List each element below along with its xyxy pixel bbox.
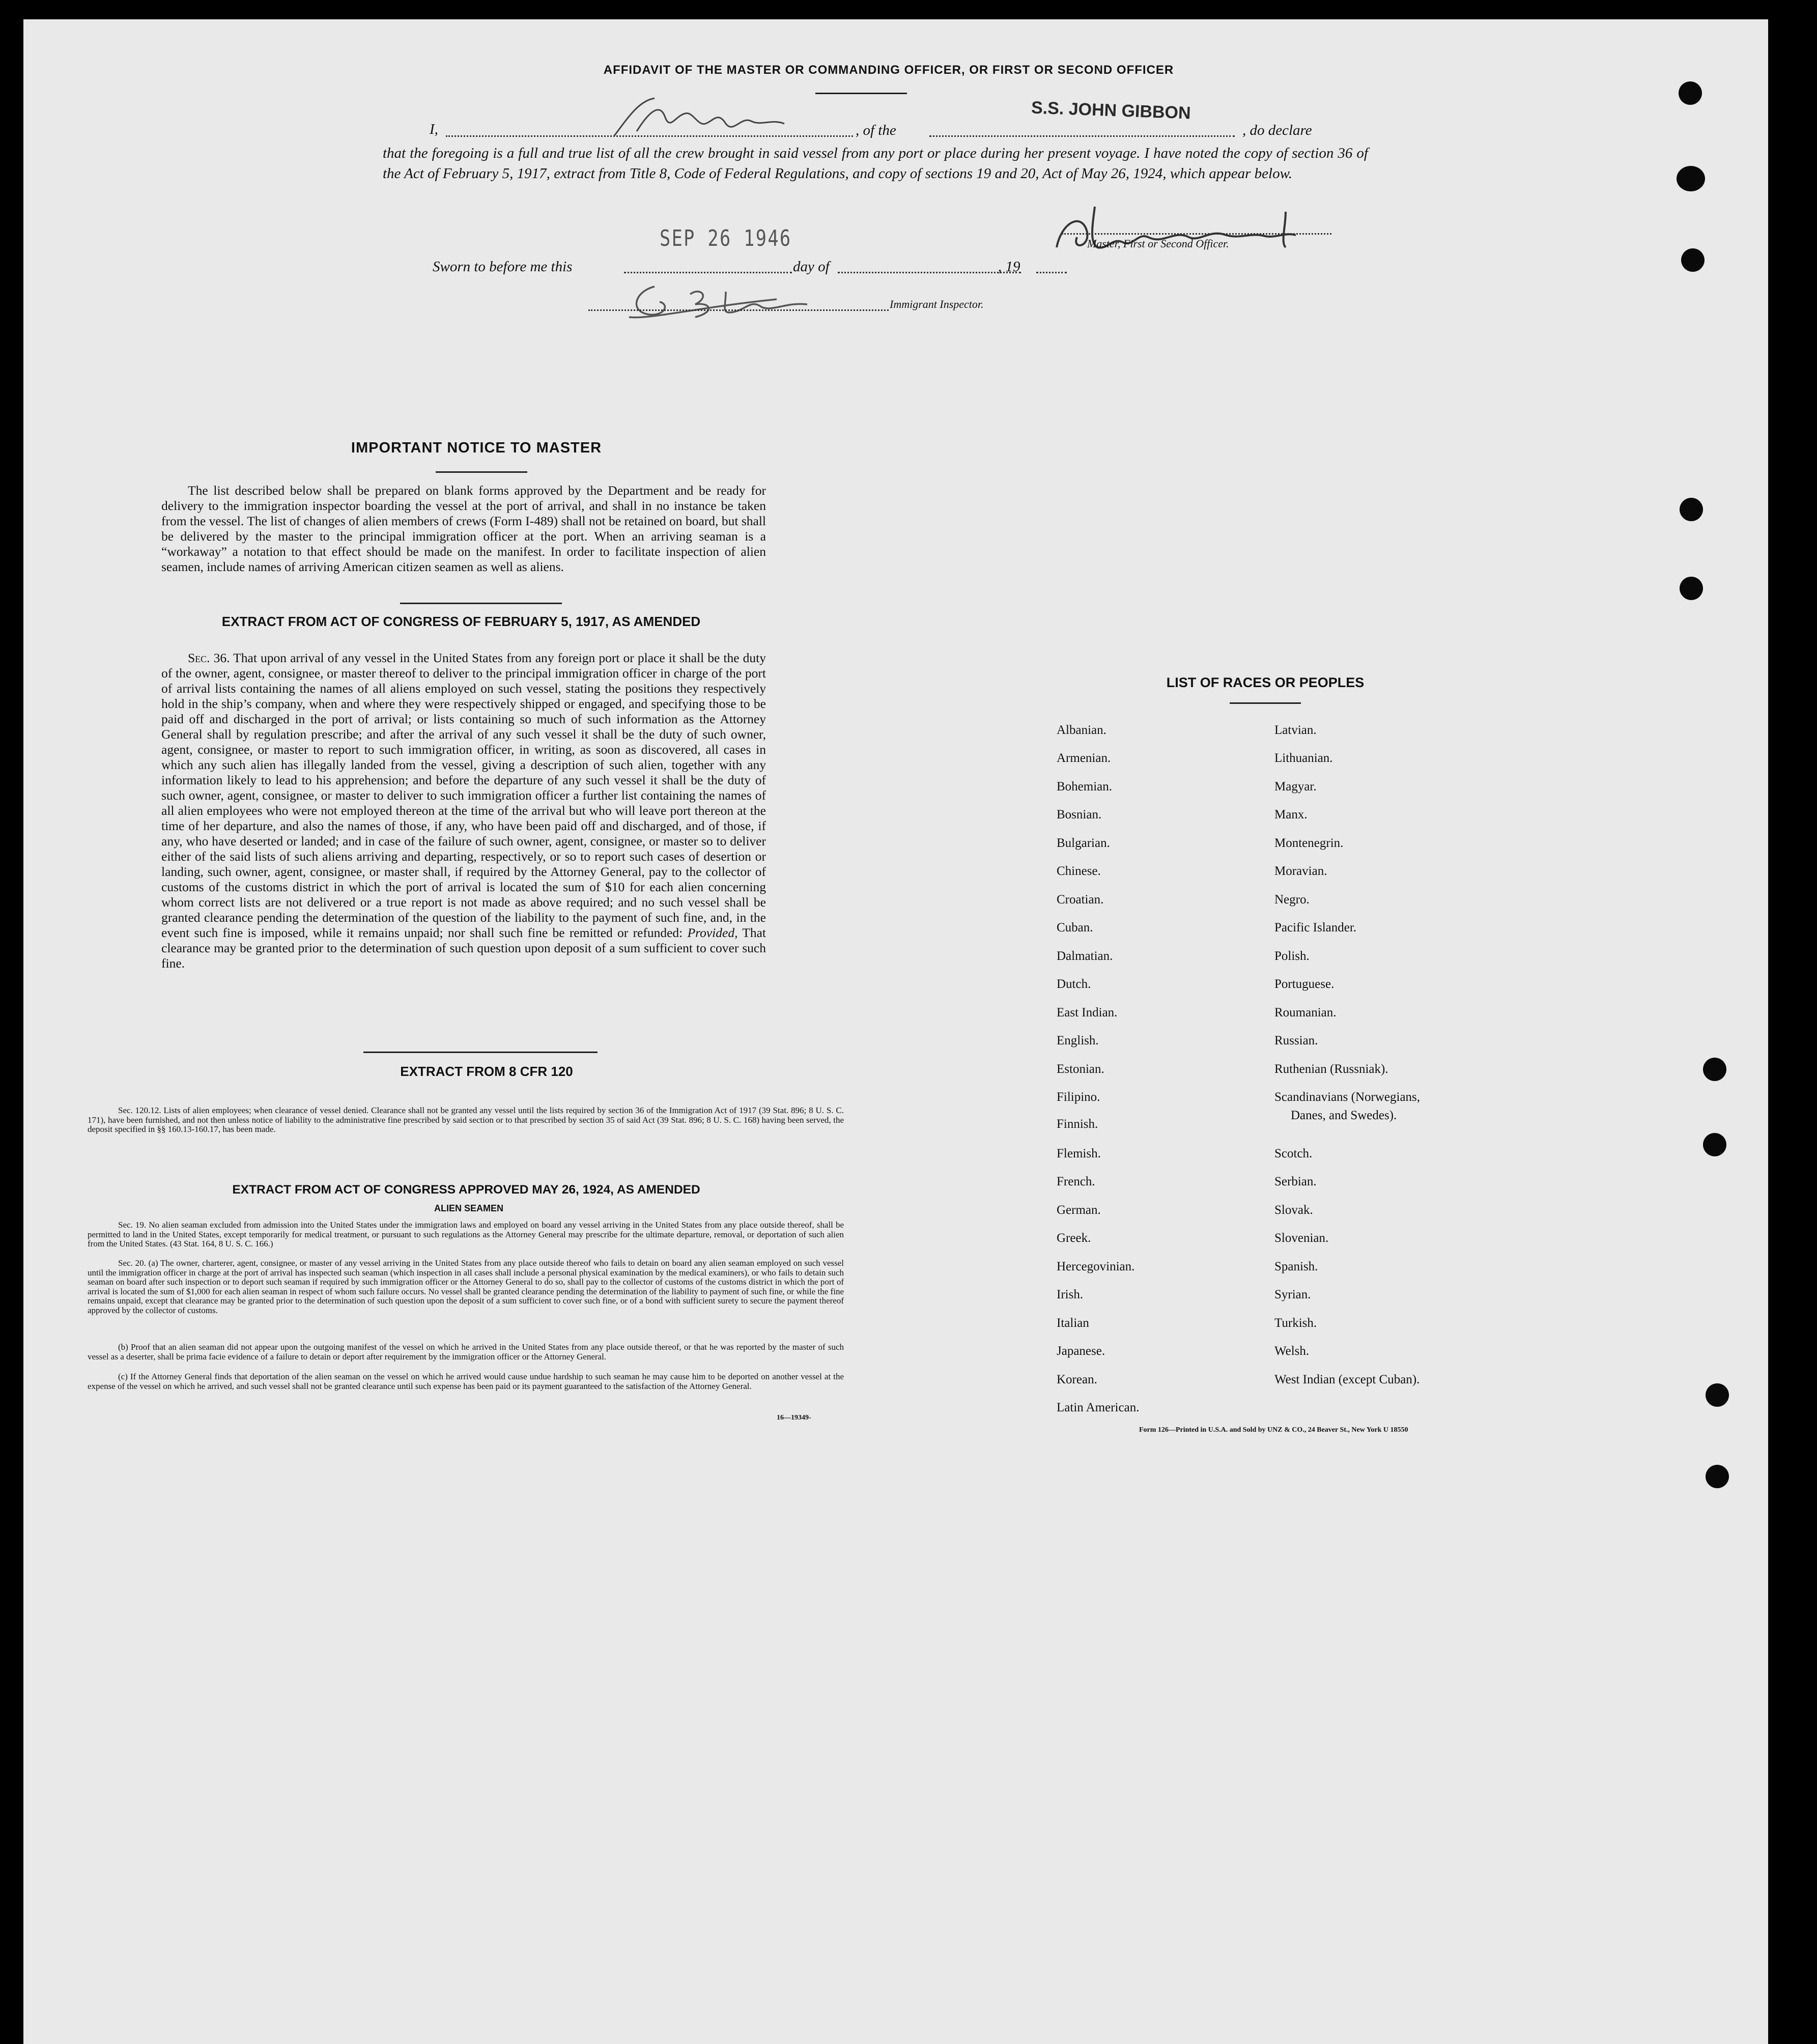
race-item: Moravian. — [1274, 864, 1327, 878]
sworn-day-line — [624, 272, 792, 273]
race-item: Scandinavians (Norwegians, — [1274, 1090, 1421, 1104]
race-item: Armenian. — [1057, 751, 1111, 765]
race-item: Welsh. — [1274, 1344, 1310, 1358]
section-20c-text: (c) If the Attorney General finds that deportation of the alien seaman on the vessel on which he arrived would cause undue hardship to such seaman he may cause him to be deported on another vessel at the expense of the vessel on which he arrived, and such vessel shall not be granted clearance until such expense has been paid or its payment guaranteed to the satisfaction of the Attorney General. — [88, 1372, 844, 1391]
vessel-line — [929, 135, 1235, 137]
punch-hole — [1680, 498, 1703, 521]
race-item: Ruthenian (Russniak). — [1274, 1062, 1388, 1076]
race-item: Magyar. — [1274, 780, 1317, 793]
do-declare-label: , do declare — [1242, 122, 1312, 138]
document-sheet — [23, 19, 1768, 2044]
year-label: , 19 — [998, 259, 1020, 275]
race-item: Syrian. — [1274, 1288, 1311, 1301]
race-item: Irish. — [1057, 1288, 1084, 1301]
race-item: Korean. — [1057, 1373, 1097, 1386]
race-item: Bulgarian. — [1057, 836, 1110, 850]
divider — [436, 471, 527, 473]
race-item: Slovenian. — [1274, 1231, 1329, 1245]
race-item: Filipino. — [1057, 1090, 1100, 1104]
affidavit-i-label: I, — [430, 121, 438, 137]
affidavit-heading: AFFIDAVIT OF THE MASTER OR COMMANDING OFFICER, OR FIRST OR SECOND OFFICER — [603, 63, 1174, 77]
cfr-text: Sec. 120.12. Lists of alien employees; when clearance of vessel denied. Clearance shall not be granted any vessel until the lists required by section 36 of the Immigration Act of 1917 (39 Stat. 896; 8 U. S. C. 171), have been furnished, and not then unless notice of liability to the administrative fine prescribed by said section or to that prescribed by section 35 of said Act (39 Stat. 896; 8 U. S. C. 168) having been served, the deposit specified in §§ 160.13-160.17, has been made. — [88, 1105, 844, 1134]
race-item: Manx. — [1274, 808, 1308, 821]
race-item: Dalmatian. — [1057, 949, 1113, 963]
vessel-name: S.S. JOHN GIBBON — [1031, 98, 1191, 123]
race-item: Latin American. — [1057, 1401, 1140, 1414]
race-item: East Indian. — [1057, 1006, 1118, 1019]
section-36-body: That upon arrival of any vessel in the United States from any foreign port or place it shall be the duty of the owner, agent, consignee, or master thereof to deliver to the principal immigration officer in charge of the port of arrival lists containing the names of all aliens employed on such vessel, stating the positions they respectively hold in the ship’s company, when and where they were respectively shipped or engaged, and specifying those to be paid off and discharged in the port of arrival; or lists containing so much of such information as the Attorney General shall by regulation prescribe; and after the arrival of any such vessel it shall be the duty of such owner, agent, consignee, or master to report to such immigration officer, in writing, as soon as discovered, all cases in which any such alien has illegally landed from the vessel, giving a description of such alien, together with any information likely to lead to his apprehension; and before the departure of any such vessel it shall be the duty of such owner, agent, consignee, or master to deliver to such immigration officer a further list containing the names of all alien employees who were not employed thereon at the time of the arrival but who will leave port thereon at the time of her departure, and also the names of those, if any, who have been paid off and discharged, and of those, if any, who have deserted or landed; and in case of the failure of such owner, agent, consignee, or master so to deliver either of the said lists of such aliens arriving and departing, respectively, or so to report such cases of desertion or landing, such owner, agent, consignee, or master shall, if required by the Attorney General, pay to the collector of customs of the customs district in which the port of arrival is located the sum of $10 for each alien concerning whom correct lists are not delivered or a true report is not made as above required; and no such vessel shall be granted clearance pending the determination of the question of the liability to the payment of such fine, and, in the event such fine is imposed, while it remains unpaid; nor shall such fine be remitted or refunded: — [161, 650, 766, 940]
provided-label: Provided, — [687, 925, 738, 940]
race-item: Japanese. — [1057, 1344, 1105, 1358]
race-item: Polish. — [1274, 949, 1310, 963]
punch-hole — [1703, 1133, 1726, 1156]
race-item: Negro. — [1274, 893, 1310, 906]
race-item: Latvian. — [1274, 723, 1317, 737]
race-item: Roumanian. — [1274, 1006, 1337, 1019]
race-item: Serbian. — [1274, 1175, 1317, 1188]
punch-hole — [1677, 166, 1705, 191]
race-item: Turkish. — [1274, 1316, 1317, 1330]
race-item: Montenegrin. — [1274, 836, 1344, 850]
alien-seamen-subheading: ALIEN SEAMEN — [434, 1203, 503, 1213]
form-footer: Form 126—Printed in U.S.A. and Sold by UNZ & CO., 24 Beaver St., New York U 18550 — [1139, 1426, 1408, 1434]
race-item: Pacific Islander. — [1274, 921, 1357, 934]
race-item: Cuban. — [1057, 921, 1093, 934]
race-item: Danes, and Swedes). — [1291, 1109, 1397, 1122]
race-item: English. — [1057, 1034, 1099, 1047]
inspector-line — [588, 309, 889, 311]
race-item: Slovak. — [1274, 1203, 1313, 1217]
signature-line — [1062, 233, 1331, 235]
extract-1924-heading: EXTRACT FROM ACT OF CONGRESS APPROVED MAY 26, 1924, AS AMENDED — [232, 1183, 700, 1197]
notice-heading: IMPORTANT NOTICE TO MASTER — [351, 440, 602, 456]
race-item: Spanish. — [1274, 1260, 1318, 1273]
section-36-text — [161, 650, 766, 971]
races-heading: LIST OF RACES OR PEOPLES — [1166, 675, 1365, 690]
signature-label: Master, First or Second Officer. — [1087, 237, 1229, 250]
day-of-label: day of — [793, 259, 830, 275]
inspector-label: Immigrant Inspector. — [890, 298, 984, 310]
punch-hole — [1679, 81, 1702, 105]
punch-hole — [1706, 1383, 1729, 1407]
inspector-signature — [624, 276, 878, 322]
race-item: Estonian. — [1057, 1062, 1104, 1076]
punch-hole — [1706, 1465, 1729, 1488]
section-36-body-end: That clearance may be granted prior to the determination of such question upon deposit of a sum sufficient to cover such fine. — [161, 925, 766, 971]
race-item: Italian — [1057, 1316, 1089, 1330]
race-item: French. — [1057, 1175, 1095, 1188]
sworn-month-line — [838, 272, 1021, 273]
race-item: Albanian. — [1057, 723, 1106, 737]
divider — [400, 603, 562, 604]
race-item: Scotch. — [1274, 1147, 1313, 1160]
race-item: Finnish. — [1057, 1117, 1098, 1131]
race-item: Flemish. — [1057, 1147, 1101, 1160]
form-code: 16—19349- — [777, 1414, 811, 1422]
punch-hole — [1703, 1058, 1726, 1081]
sworn-year-line — [1036, 272, 1067, 273]
race-item: Hercegovinian. — [1057, 1260, 1135, 1273]
race-item: Russian. — [1274, 1034, 1318, 1047]
race-item: Chinese. — [1057, 864, 1101, 878]
notice-text: The list described below shall be prepared on blank forms approved by the Department and be ready for delivery to the immigration inspector boarding the vessel at the port of arrival, and shall in no instance be taken from the vessel. The list of changes of alien members of crews (Form I-489) shall not be retained on board, but shall be delivered by the master to the principal immigration officer at the port. When an arriving seaman is a “workaway” a notation to that effect should be made on the manifest. In order to facilitate inspection of alien seamen, include names of arriving American citizen seamen as well as aliens. — [161, 483, 766, 574]
section-20b-text: (b) Proof that an alien seaman did not appear upon the outgoing manifest of the vessel on which he arrived in the United States from any place outside thereof, or that he was reported by the master of such vessel as a deserter, shall be prima facie evidence of a failure to detain or deport after requirement by the immigration officer or the Attorney General. — [88, 1342, 844, 1361]
date-stamp: SEP 26 1946 — [660, 225, 792, 251]
affidavit-body: that the foregoing is a full and true list of all the crew brought in said vessel from any port or place during her present voyage. I have noted the copy of section 36 of the Act of February 5, 1917, extract from Title 8, Code of Federal Regulations, and copy of sections 19 and 20, Act of May 26, 1924, which appear below. — [383, 145, 1368, 182]
cfr-heading: EXTRACT FROM 8 CFR 120 — [400, 1064, 573, 1079]
of-the-label: , of the — [856, 122, 896, 138]
race-item: West Indian (except Cuban). — [1274, 1373, 1420, 1386]
race-item: Greek. — [1057, 1231, 1091, 1245]
race-item: Dutch. — [1057, 977, 1091, 991]
race-item: Croatian. — [1057, 893, 1104, 906]
race-item: Bosnian. — [1057, 808, 1102, 821]
punch-hole — [1680, 577, 1703, 600]
divider — [363, 1052, 598, 1053]
race-item: Portuguese. — [1274, 977, 1335, 991]
master-handwriting — [609, 96, 822, 144]
race-item: German. — [1057, 1203, 1101, 1217]
section-label: Sec. 36. — [188, 650, 230, 665]
extract-1917-heading: EXTRACT FROM ACT OF CONGRESS OF FEBRUARY 5, 1917, AS AMENDED — [221, 614, 701, 629]
section-20a-text: Sec. 20. (a) The owner, charterer, agent, consignee, or master of any vessel arriving in the United States from any place outside thereof who fails to detain on board any alien seaman employed on such vessel until the immigration officer in charge at the port of arrival has inspected such seaman (which inspection in all cases shall include a personal physical examination by the medical examiners), or who fails to detain such seaman on board after such inspection or to deport such seaman if required by such immigration officer or the Attorney General to do so, shall pay to the collector of customs of the customs district in which the port of arrival is located the sum of $1,000 for each alien seaman in respect of whom such failure occurs. No vessel shall be granted clearance pending the determination of the liability to payment of such fine, or while the fine remains unpaid, except that clearance may be granted prior to the determination of such question upon the deposit of a sum sufficient to cover such fine, or of a bond with sufficient surety to secure the payment thereof approved by the collector of customs. — [88, 1258, 844, 1315]
race-item: Bohemian. — [1057, 780, 1113, 793]
race-item: Lithuanian. — [1274, 751, 1333, 765]
divider — [1230, 702, 1301, 704]
sworn-label: Sworn to before me this — [433, 259, 573, 275]
punch-hole — [1681, 248, 1705, 272]
divider — [815, 93, 907, 94]
section-19-text: Sec. 19. No alien seaman excluded from admission into the United States under the immigration laws and employed on board any vessel arriving in the United States from any place outside thereof, shall be permitted to land in the United States, except temporarily for medical treatment, or pursuant to such regulations as the Attorney General may prescribe for the ultimate departure, removal, or deportation of such alien from the United States. (43 Stat. 164, 8 U. S. C. 166.) — [88, 1220, 844, 1248]
